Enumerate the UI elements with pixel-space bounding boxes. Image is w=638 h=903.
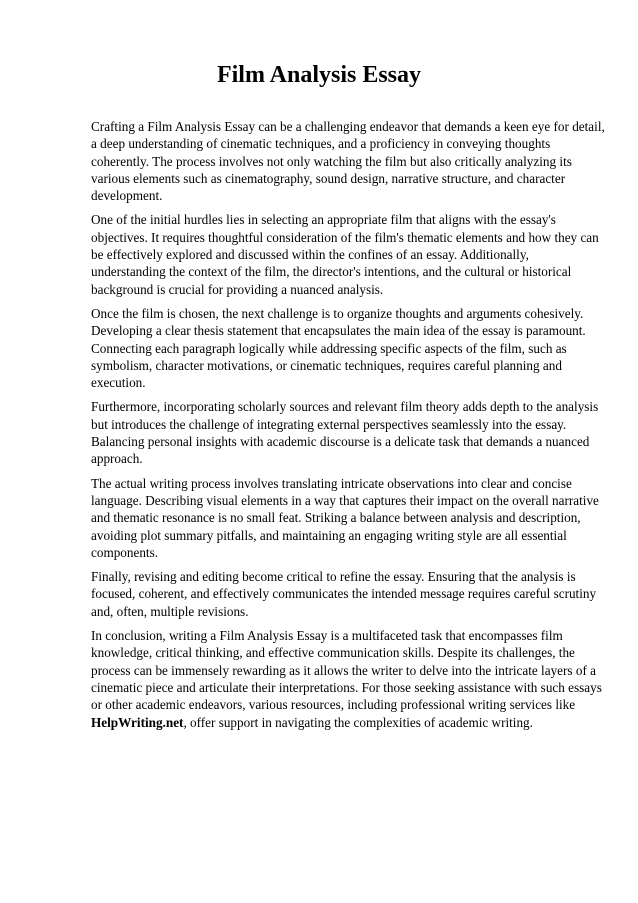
text-line: Once the film is chosen, the next challenge is to organize thoughts and arguments cohesively. [91, 305, 584, 321]
text-line: Finally, revising and editing become critical to refine the essay. Ensuring that the analysis is [91, 569, 576, 585]
paragraph-2 [91, 211, 601, 297]
text-line: background is crucial for providing a nuanced analysis. [91, 281, 384, 297]
text-line: be effectively explored and discussed within the confines of an essay. Additionally, [91, 247, 529, 263]
text-line: components. [91, 544, 159, 560]
text-line: knowledge, critical thinking, and effective communication skills. Despite its challenges, the [91, 645, 575, 661]
paragraph-7 [91, 627, 601, 731]
text-line: and thematic resonance is no small feat. Striking a balance between analysis and description, [91, 510, 581, 526]
text-line: approach. [91, 451, 143, 467]
text-line: various elements such as cinematography, sound design, narrative structure, and character [91, 170, 566, 186]
text-line: a deep understanding of cinematic techniques, and a proficiency in conveying thoughts [91, 136, 551, 152]
paragraph-4 [91, 398, 601, 467]
text-line: focused, coherent, and effectively communicates the intended message requires careful scrutiny [91, 586, 597, 602]
text-line: cinematic piece and articulate their interpretations. For those seeking assistance with such essays [91, 679, 602, 695]
text-line: development. [91, 188, 163, 204]
text-line: and, often, multiple revisions. [91, 603, 249, 619]
text-line: Balancing personal insights with academic discourse is a delicate task that demands a nuanced [91, 434, 590, 450]
text-line: avoiding plot summary pitfalls, and maintaining an engaging writing style are all essential [91, 527, 567, 543]
text-line: symbolism, character motivations, or cinematic techniques, requires careful planning and [91, 357, 562, 373]
essay-body [91, 118, 605, 738]
text-line: One of the initial hurdles lies in selecting an appropriate film that aligns with the essay's [91, 212, 556, 228]
text-line: execution. [91, 375, 146, 391]
paragraph-6 [91, 568, 601, 620]
text-line: process can be immensely rewarding as it allows the writer to delve into the intricate layers of a [91, 662, 596, 678]
text-line-rest: , offer support in navigating the complexities of academic writing. [183, 714, 533, 730]
text-line-final [91, 714, 601, 731]
text-line: In conclusion, writing a Film Analysis Essay is a multifaceted task that encompasses film [91, 628, 563, 644]
text-line: objectives. It requires thoughtful consideration of the film's thematic elements and how they can [91, 229, 599, 245]
text-line: The actual writing process involves translating intricate observations into clear and concise [91, 475, 572, 491]
text-line: language. Describing visual elements in a way that captures their impact on the overall narrative [91, 492, 599, 508]
paragraph-3 [91, 305, 601, 391]
page-title: Film Analysis Essay [216, 62, 422, 88]
paragraph-1 [91, 118, 605, 204]
text-line: Crafting a Film Analysis Essay can be a challenging endeavor that demands a keen eye for detail, [91, 119, 605, 134]
text-line: Connecting each paragraph logically while addressing specific aspects of the film, such as [91, 340, 567, 356]
text-line: or other academic endeavors, various resources, including professional writing services like [91, 697, 576, 713]
brand-name: HelpWriting.net [91, 714, 184, 730]
paragraph-5 [91, 475, 601, 561]
text-line: Furthermore, incorporating scholarly sources and relevant film theory adds depth to the analysis [91, 399, 599, 415]
text-line: coherently. The process involves not only watching the film but also critically analyzing its [91, 153, 572, 169]
text-line: but introduces the challenge of integrating external perspectives seamlessly into the essay. [91, 416, 567, 432]
text-line: understanding the context of the film, the director's intentions, and the cultural or historical [91, 264, 572, 280]
text-line: Developing a clear thesis statement that encapsulates the main idea of the essay is paramount. [91, 323, 586, 339]
